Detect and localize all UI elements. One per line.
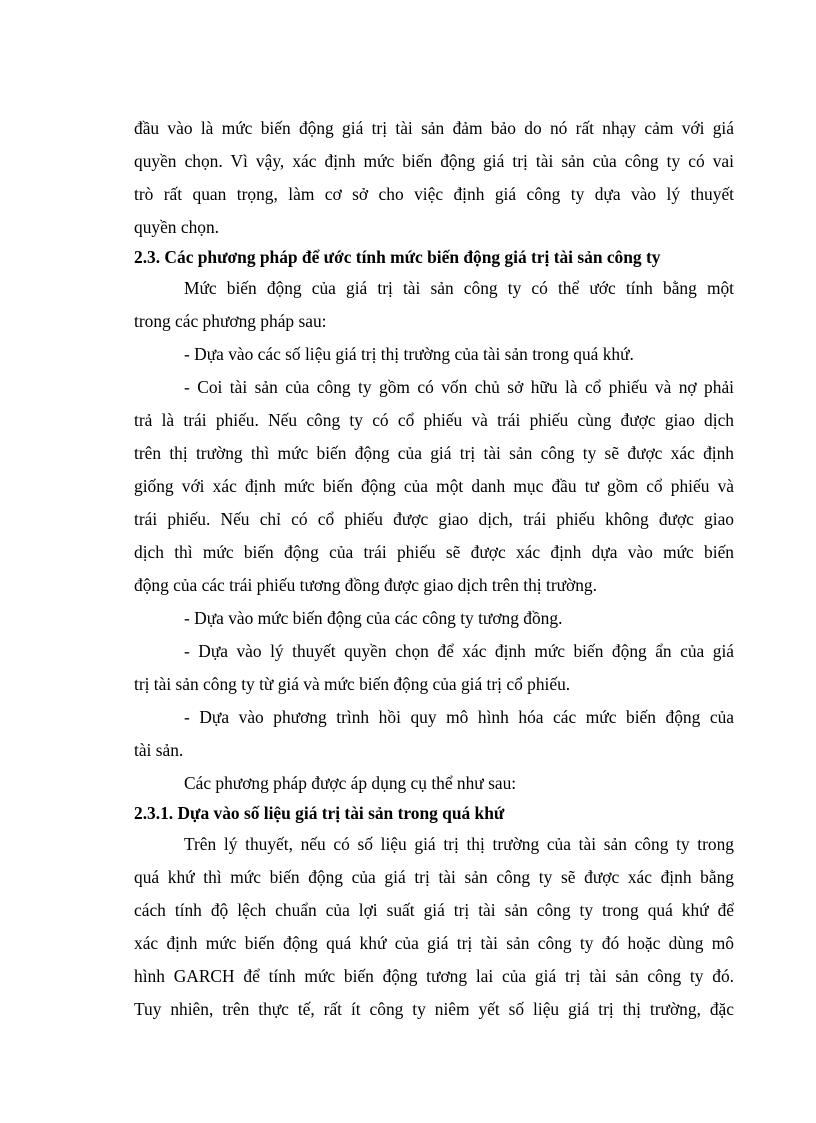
- paragraph-line: tài sản.: [134, 740, 184, 760]
- paragraph-line: giống với xác định mức biến động của một danh mục đầu tư gồm cổ phiếu và: [134, 476, 734, 496]
- bullet-item: - Dựa vào lý thuyết quyền chọn để xác định mức biến động ẩn của giá: [184, 641, 734, 661]
- subsection-heading: 2.3.1. Dựa vào số liệu giá trị tài sản trong quá khứ: [134, 803, 505, 823]
- paragraph-line: trò rất quan trọng, làm cơ sở cho việc định giá công ty dựa vào lý thuyết: [134, 184, 734, 204]
- paragraph-line: quyền chọn.: [134, 217, 220, 237]
- paragraph-line: Trên lý thuyết, nếu có số liệu giá trị thị trường của tài sản công ty trong: [184, 834, 734, 854]
- paragraph-line: trên thị trường thì mức biến động của giá trị tài sản công ty sẽ được xác định: [134, 443, 734, 463]
- paragraph-line: trả là trái phiếu. Nếu công ty có cổ phiếu và trái phiếu cùng được giao dịch: [134, 410, 734, 430]
- paragraph-line: đầu vào là mức biến động giá trị tài sản đảm bảo do nó rất nhạy cảm với giá: [134, 118, 734, 138]
- paragraph-line: quá khứ thì mức biến động của giá trị tài sản công ty sẽ được xác định bằng: [134, 867, 734, 887]
- paragraph-line: trong các phương pháp sau:: [134, 311, 327, 331]
- paragraph-line: Tuy nhiên, trên thực tế, rất ít công ty niêm yết số liệu giá trị thị trường, đặc: [134, 999, 734, 1019]
- paragraph-line: động của các trái phiếu tương đồng được giao dịch trên thị trường.: [134, 575, 597, 595]
- bullet-item: - Coi tài sản của công ty gồm có vốn chủ sở hữu là cổ phiếu và nợ phải: [184, 377, 734, 397]
- paragraph-line: trị tài sản công ty từ giá và mức biến động của giá trị cổ phiếu.: [134, 674, 571, 694]
- paragraph-line: Các phương pháp được áp dụng cụ thể như sau:: [184, 773, 517, 793]
- paragraph-line: cách tính độ lệch chuẩn của lợi suất giá trị tài sản công ty trong quá khứ để: [134, 900, 734, 920]
- paragraph-line: quyền chọn. Vì vậy, xác định mức biến động giá trị tài sản của công ty có vai: [134, 151, 734, 171]
- bullet-item: - Dựa vào phương trình hồi quy mô hình hóa các mức biến động của: [184, 707, 734, 727]
- section-heading: 2.3. Các phương pháp để ước tính mức biến động giá trị tài sản công ty: [134, 247, 661, 267]
- bullet-item: - Dựa vào mức biến động của các công ty tương đồng.: [184, 608, 563, 628]
- paragraph-line: hình GARCH để tính mức biến động tương lai của giá trị tài sản công ty đó.: [134, 966, 734, 986]
- bullet-item: - Dựa vào các số liệu giá trị thị trường của tài sản trong quá khứ.: [184, 344, 634, 364]
- paragraph-line: dịch thì mức biến động của trái phiếu sẽ được xác định dựa vào mức biến: [134, 542, 734, 562]
- paragraph-line: Mức biến động của giá trị tài sản công ty có thể ước tính bằng một: [184, 278, 734, 298]
- paragraph-line: xác định mức biến động quá khứ của giá trị tài sản công ty đó hoặc dùng mô: [134, 933, 734, 953]
- paragraph-line: trái phiếu. Nếu chỉ có cổ phiếu được giao dịch, trái phiếu không được giao: [134, 509, 734, 529]
